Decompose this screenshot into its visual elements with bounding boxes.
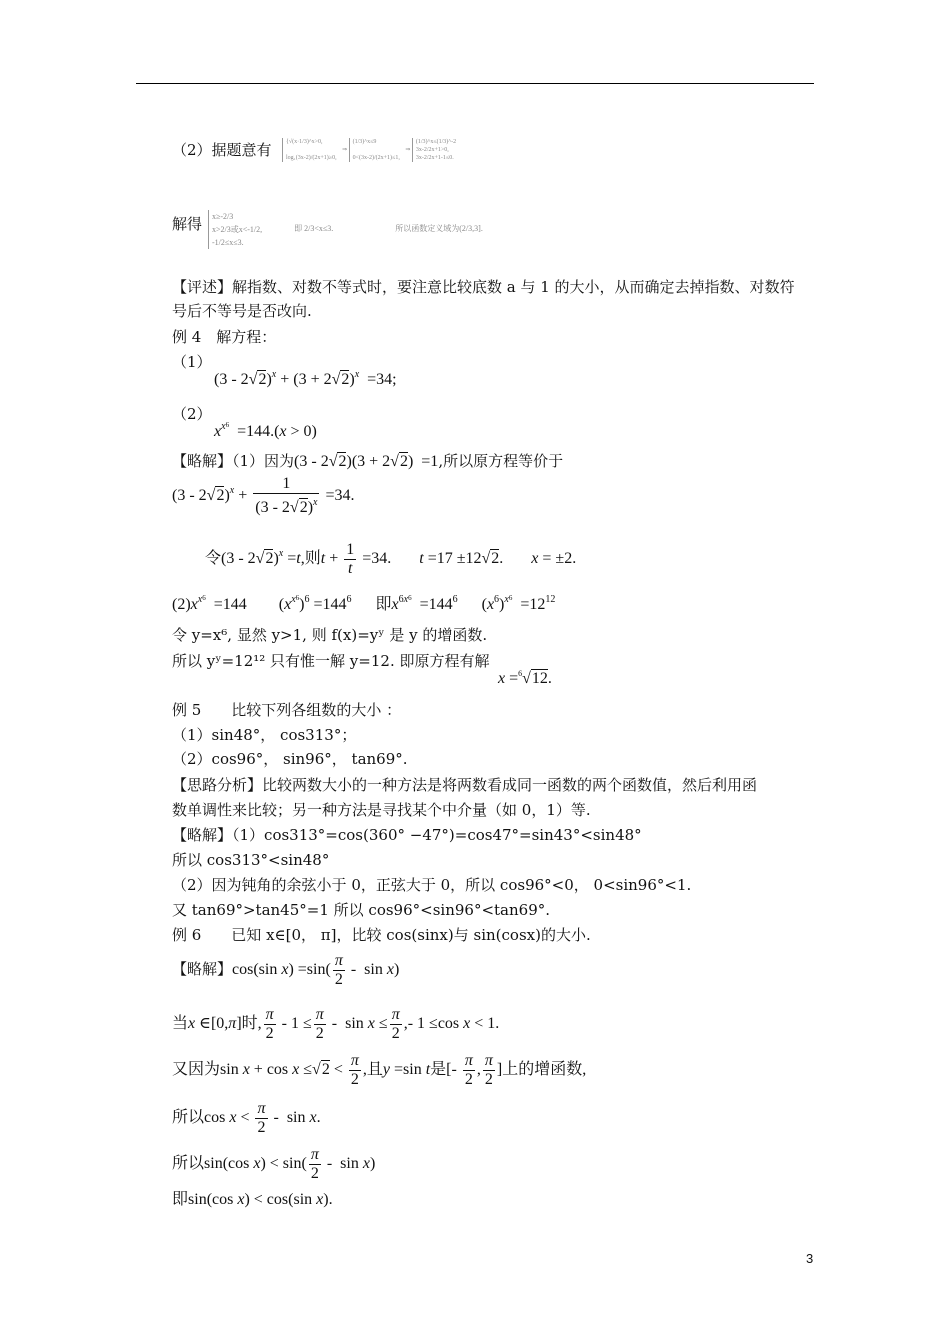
ex4-root: x =$^6$√12. xyxy=(498,669,552,687)
ex5-part-1: （1）sin48°， cos313°； xyxy=(172,726,357,744)
ex5-analysis-1: 【思路分析】比较两数大小的一种方法是将两数看成同一函数的两个函数值，然后利用函 xyxy=(172,776,758,794)
example-5-title: 例 5 比较下列各组数的大小 ： xyxy=(172,701,402,719)
jiede-label: 解得 xyxy=(172,215,203,233)
ex4-equation-2: $x^{x6} =144.(x > 0)$ xyxy=(214,421,317,440)
ex5-analysis-2: 数单调性来比较；另一种方法是寻找某个中介量（如 0，1）等. xyxy=(172,801,591,819)
sol6-line-3: 又因为sin x + cos x ≤√2 < $\frac{\pi}{2}$ ,且y =sin t是[- $\frac{\pi}{2}$ , $\frac{\pi}{2}$ ]上的增函数, xyxy=(172,1052,587,1088)
ex5-solution-2: 所以 cos313°<sin48° xyxy=(172,851,330,869)
sol6-line-6: 即sin(cos x) < cos(sin x). xyxy=(172,1191,333,1208)
sol4-equation: (3 - 2√2)$^x$ + $\frac{1}{(3 - 2√2)^x}$ =34. xyxy=(172,475,355,517)
ex4-equation-1: $(3 - 2√2)^x + (3 + 2√2)^x =34$; xyxy=(214,369,397,388)
ex5-solution-4: 又 tan69°>tan45°=1 所以 cos96°<sin96°<tan69°. xyxy=(172,901,551,919)
ex4-part2-label: （2） xyxy=(172,405,212,423)
ex5-solution-1: 【略解】（1）cos313°=cos(360° −47°)=cos47°=sin43°<sin48° xyxy=(172,826,642,844)
sol4-part2-chain: $(2)x^{x6} =144$ $(x^{x6})^6 =144^6$ 即$x^{6x6} =144^6$ $(x^6)^{x6} =12^{12}$ xyxy=(172,594,556,613)
example-6-title: 例 6 已知 x∈[0， π]，比较 cos(sinx)与 sin(cosx)的大小. xyxy=(172,926,591,944)
ex5-solution-3: （2）因为钝角的余弦小于 0，正弦大于 0，所以 cos96°<0， 0<sin96°<1. xyxy=(172,876,692,894)
solution-system-image: x≥-2/3 x>2/3或x<-1/2, -1/2≤x≤3. 即 2/3<x≤3. 所以函数定义域为(2/3,3]. xyxy=(208,210,483,249)
ex4-part1-label: （1） xyxy=(172,353,212,371)
sol6-line-2: 当x ∈[0,π]时, $\frac{\pi}{2}$ - 1 ≤ $\frac{\pi}{2}$ - sin x ≤ $\frac{\pi}{2}$ ,- 1 ≤cos x < 1. xyxy=(172,1006,500,1042)
sol4-substitution: 令(3 - 2√2)$^x$ =t,则t + $\frac{1}{t}$ =34. t =17 ±12√2. x = ±2. xyxy=(205,540,577,577)
p2-label: （2）据题意有 xyxy=(172,141,272,159)
sol6-line-1: 【略解】cos(sin x) =sin( $\frac{\pi}{2}$ - sin x) xyxy=(172,951,400,988)
header-rule xyxy=(136,83,814,84)
comment-line-2: 号后不等号是否改向. xyxy=(172,302,312,320)
sol6-line-4: 所以cos x < $\frac{\pi}{2}$ - sin x. xyxy=(172,1100,321,1136)
sol6-line-5: 所以sin(cos x) < sin( $\frac{\pi}{2}$ - sin x) xyxy=(172,1146,376,1182)
page-number: 3 xyxy=(806,1251,814,1266)
ex5-part-2: （2）cos96°， sin96°， tan69°. xyxy=(172,750,408,768)
ex4-line-7: 所以 yʸ=12¹² 只有惟一解 y=12. 即原方程有解 xyxy=(172,652,490,670)
domain-system-image: {√(x·1/3)^x>0, log₁(3x-2)/(2x+1)≥0, ⇒ (1/3)^x≤9 0<(3x-2)/(2x+1)≤1, ⇒ (1/3)^x≤(1/3)^-2 3x-2/2x+1>0, 3x-2/2x+1-1≤0. xyxy=(282,138,456,162)
comment-line-1: 【评述】解指数、对数不等式时，要注意比较底数 a 与 1 的大小，从而确定去掉指数、对数符 xyxy=(172,278,795,296)
example-4-title: 例 4 解方程： xyxy=(172,328,277,346)
ex4-line-6: 令 y=x⁶, 显然 y>1, 则 f(x)=yʸ 是 y 的增函数. xyxy=(172,626,488,644)
sol4-line-1: 【略解】（1）因为(3 - 2√2)(3 + 2√2) =1,所以原方程等价于 xyxy=(172,452,564,470)
